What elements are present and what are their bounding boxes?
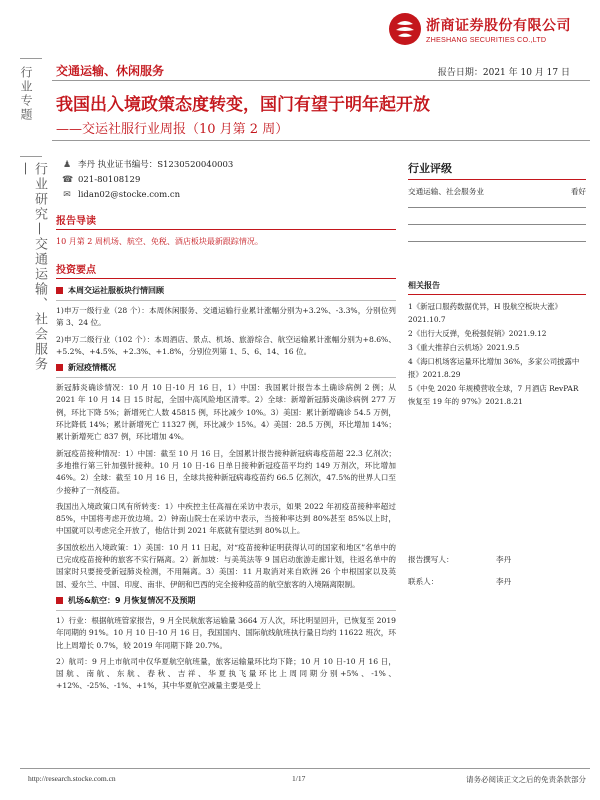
section-heading [56, 595, 396, 606]
square-bullet-icon [56, 287, 63, 294]
footer-url-link[interactable]: http://research.stocke.com.cn [28, 774, 116, 783]
section-title: 新冠疫情概况 [68, 363, 116, 373]
related-report-link[interactable]: 1《新冠口服药数据优异，H 股航空板块大涨》2021.10.7 [408, 302, 562, 324]
paragraph: 多国放松出入境政策：1）美国：10 月 11 日起，对“疫苗接种证明获得认可的国家和地区”名单中的已完成疫苗接种的旅客不实行隔离。2）新加坡：与美英法等 9 国启动旅游走廊计划，往返名单中的国家时只要接受新冠肺炎检测，不用隔离。3）美国：11 月取消对来自欧洲 26 个申根国家以及英国、爱尔兰、中国、印度、南非、伊朗和巴西的完全接种疫苗的航空旅客的入境隔离限制。 [56, 542, 396, 589]
email-icon: ✉ [63, 190, 71, 200]
rating-heading: 行业评级 [408, 162, 452, 175]
blank-rule [408, 224, 586, 225]
header-divider [52, 80, 590, 81]
invest-heading: 投资要点 [56, 265, 96, 276]
related-report-link[interactable]: 2《出行大反弹，免税强促销》2021.9.12 [408, 329, 547, 338]
company-name-en: ZHESHANG SECURITIES CO.,LTD [426, 35, 547, 44]
paragraph: 2）航司：9 月上市航司中仅华夏航空航班量，旅客运输量环比均下降；10 月 10 日-10 月 16 日，国航、南航、东航、春秋、吉祥、华夏执飞量环比上周同期分别+5%、-1%、+12%、-25%、-1%、+1%，其中华夏航空减量主要是受上 [56, 656, 396, 691]
authors-block [408, 554, 586, 598]
title-divider [52, 140, 590, 141]
guide-text: 10 月第 2 周机场、航空、免税、酒店板块最新跟踪情况。 [56, 237, 263, 246]
related-report-link[interactable]: 4《海口机场客运量环比增加 36%，多家公司披露中报》2021.8.29 [408, 357, 580, 379]
analyst-phone: 021-80108129 [78, 175, 141, 185]
contact-label: 联系人： [408, 577, 439, 586]
page-number: 1/17 [292, 774, 306, 783]
sidebar-top [10, 58, 42, 158]
related-report-link[interactable]: 3《重大推荐白云机场》2021.9.5 [408, 343, 520, 352]
rating-divider [408, 179, 586, 180]
paragraph: 新冠疫苗接种情况：1）中国：截至 10 月 16 日，全国累计报告接种新冠病毒疫苗超 22.3 亿剂次；多地推行第三针加强针接种。10 月 10 日-16 日单日接种新冠疫苗平均约 149 万剂次，环比增加 46%。2）全球：截至 10 月 16 日，全球共接种新冠病毒疫苗约 66.5 亿剂次，47.5%的世界人口至少接种了一剂疫苗。 [56, 448, 396, 495]
section-title: 本周交运社服板块行情回顾 [68, 286, 164, 295]
sidebar-bottom [10, 162, 47, 372]
section-heading [56, 285, 396, 296]
rating-value: 看好 [570, 187, 586, 196]
report-date: 报告日期：2021 年 10 月 17 日 [437, 68, 570, 78]
square-bullet-icon [56, 597, 63, 604]
author-name: 李丹 [496, 555, 512, 564]
report-title: 我国出入境政策态度转变，国门有望于明年起开放 [56, 95, 430, 115]
section-title: 机场&航空：9 月恢复情况不及预期 [68, 595, 196, 605]
phone-icon: ☎ [62, 175, 74, 185]
section-divider [56, 300, 396, 301]
analyst-email: lidan02@stocke.com.cn [78, 190, 181, 200]
author-label: 报告撰写人： [408, 555, 454, 564]
paragraph: 1)申万一级行业（28 个）：本周休闲服务、交通运输行业累计涨幅分别为+3.2%、-3.3%，分别位列第 3、24 位。 [56, 306, 396, 328]
section-heading [56, 362, 396, 373]
paragraph: 新冠肺炎确诊情况：10 月 10 日-10 月 16 日，1）中国：我国累计报告本土确诊病例 2 例；从 2021 年 10 月 14 日 15 时起，全国中高风险地区清零。2）全球：新增新冠肺炎确诊病例 277 万例，环比下降 5%；新增死亡人数 45815 例，环比减少 10%。3）美国：累计新增确诊 54.5 万例，环比降低 14%；累计新增死亡 11327 例，环比减少 15%。4）美国：28.5 万例，环比增加 14%；累计新增死亡 837 例，环比增加 4%。 [56, 383, 396, 442]
section-divider [56, 610, 396, 611]
contact-name: 李丹 [496, 577, 512, 586]
rating-row [408, 186, 586, 197]
sector-label: 交通运输、休闲服务 [56, 64, 165, 78]
blank-rule [408, 241, 586, 242]
paragraph: 2)申万二级行业（102 个）：本周酒店、景点、机场、旅游综合、航空运输累计涨幅分别为+8.6%、+5.2%、+4.5%、+2.3%、+1.8%，分别位列第 1、5、6、14、16 位。 [56, 334, 396, 356]
related-heading: 相关报告 [408, 281, 440, 290]
paragraph: 我国出入境政策口风有所转变：1）中疾控主任高福在采访中表示，如果 2022 年初疫苗接种率超过 85%，中国将考虑开放边境。2）钟南山院士在采访中表示，当接种率达到 80%甚至 85%以上时，中国就可以考虑完全开放了，他估计到 2021 年底就有望达到 80%以上。 [56, 501, 396, 536]
footer-divider [20, 768, 590, 769]
guide-divider [56, 229, 396, 230]
disclaimer-note: 请务必阅读正文之后的免责条款部分 [466, 775, 586, 784]
analyst-name: 李丹 执业证书编号：S1230520040003 [78, 160, 234, 170]
company-logo [388, 10, 593, 50]
paragraph: 1）行业：根据航班管家报告，9 月全民航旅客运输量 3664 万人次，环比明显回升，已恢复至 2019 年同期的 91%。10 月 10 日-10 月 16 日，我国国内、国际航线航班执行量日均约 11622 班次，环比上周增长 0.7%，较 2019 年同期下降 20.7%。 [56, 615, 396, 650]
report-type-label: 行业专题 [19, 66, 33, 122]
right-column [408, 160, 586, 409]
analyst-block [62, 158, 233, 203]
invest-divider [56, 278, 396, 279]
guide-heading: 报告导读 [56, 216, 96, 227]
blank-rule [408, 207, 586, 208]
related-divider [408, 294, 586, 295]
research-category-label: 行业研究—交通运输、社会服务— [18, 162, 47, 372]
zheshang-logo-icon [388, 12, 422, 46]
main-content [56, 212, 396, 697]
square-bullet-icon [56, 364, 63, 371]
report-subtitle: ——交运社服行业周报（10 月第 2 周） [56, 122, 289, 137]
company-name-cn: 浙商证券股份有限公司 [426, 18, 571, 34]
rating-industry: 交通运输、社会服务业 [408, 187, 484, 196]
section-divider [56, 377, 396, 378]
related-report-link[interactable]: 5《中免 2020 年规模营收全球，7 月酒店 RevPAR 恢复至 19 年的 97%》2021.8.21 [408, 384, 579, 406]
person-icon: ♟ [62, 160, 72, 170]
